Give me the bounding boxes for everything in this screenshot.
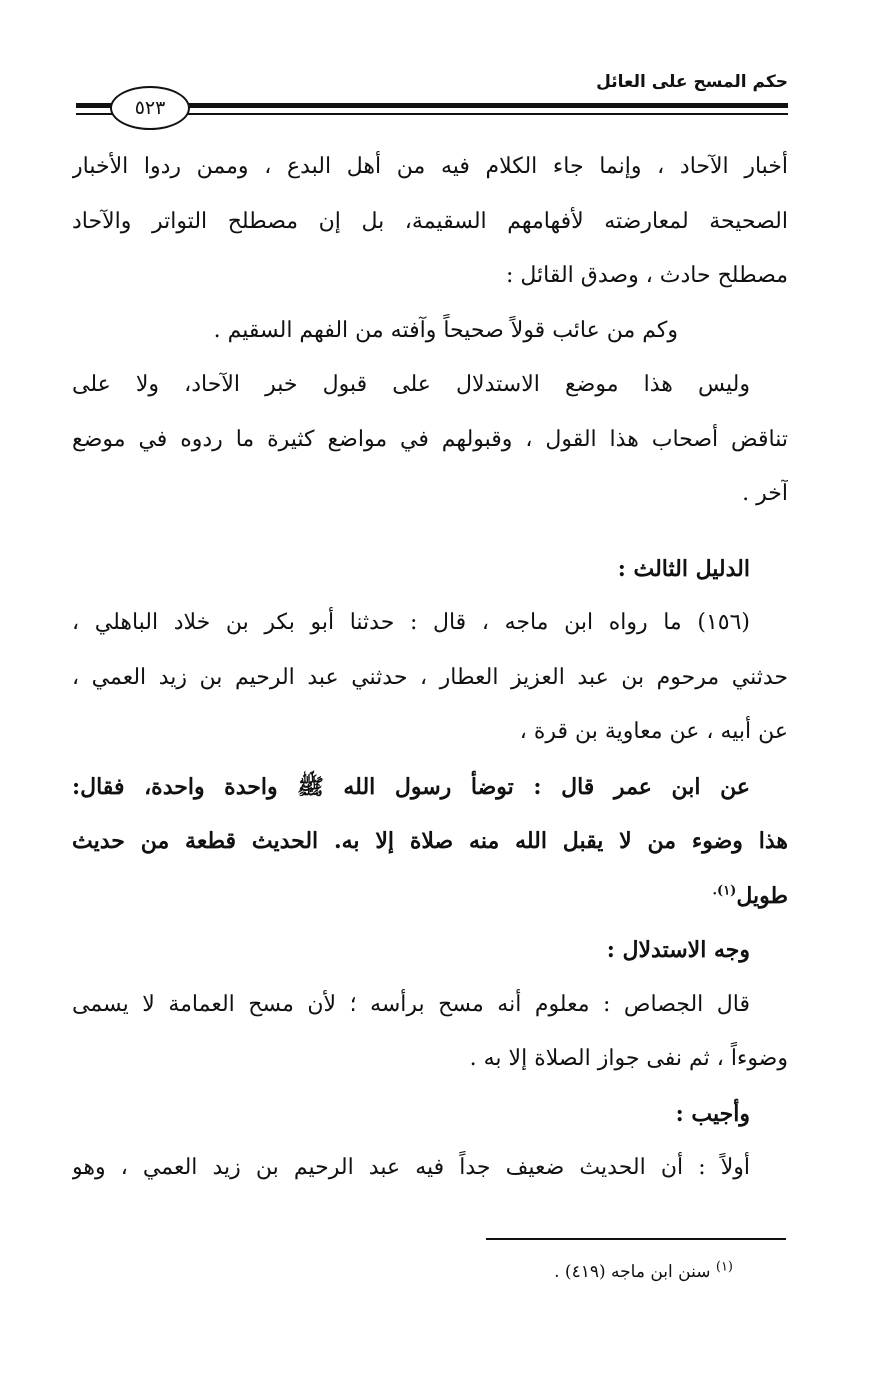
page-number: ٥٢٣ — [110, 86, 190, 130]
text-line: آخر . — [742, 481, 788, 506]
text-line: قال الجصاص : معلوم أنه مسح برأسه ؛ لأن مسح العمامة لا يسمى — [72, 991, 750, 1017]
footnote-rule — [486, 1238, 786, 1240]
hadith-text-end — [72, 869, 788, 924]
footnote-reference: (١). — [712, 883, 737, 899]
text-line: وليس هذا موضع الاستدلال على قبول خبر الآحاد، ولا على — [72, 372, 750, 397]
text-line: عن أبيه ، عن معاوية بن قرة ، — [519, 719, 788, 744]
header-rule-left-thin — [76, 113, 112, 115]
text-line: الصحيحة لمعارضته لأفهامهم السقيمة، بل إن مصطلح التواتر والآحاد — [72, 208, 788, 234]
header-rule-thick — [184, 103, 788, 108]
hadith-text: هذا وضوء من لا يقبل الله منه صلاة إلا به. الحديث قطعة من حديث — [72, 828, 788, 854]
text-line: مصطلح حادث ، وصدق القائل : — [505, 263, 788, 288]
running-title: حكم المسح على العائل — [596, 72, 788, 92]
text-line: وضوءاً ، ثم نفى جواز الصلاة إلا به . — [469, 1046, 788, 1071]
hadith-text: عن ابن عمر قال : توضأ رسول الله ﷺ واحدة واحدة، فقال: — [72, 773, 750, 800]
text-line: تناقض أصحاب هذا القول ، وقبولهم في مواضع كثيرة ما ردوه في موضع — [72, 426, 788, 452]
footnote-marker: (١) — [715, 1259, 733, 1275]
hadith-last-word: طويل — [736, 882, 788, 909]
text-line: حدثني مرحوم بن عبد العزيز العطار ، حدثني عبد الرحيم بن زيد العمي ، — [72, 664, 788, 690]
header-rule-left-thick — [76, 103, 112, 108]
body-text — [72, 140, 788, 1196]
footnote-text: سنن ابن ماجه (٤١٩) . — [554, 1262, 711, 1282]
header-rule-thin — [184, 113, 788, 115]
section-heading: وجه الاستدلال : — [606, 937, 750, 963]
text-line: أولاً : أن الحديث ضعيف جداً فيه عبد الرحيم بن زيد العمي ، وهو — [72, 1155, 750, 1180]
poem-verse: وكم من عائب قولاً صحيحاً وآفته من الفهم السقيم . — [213, 317, 678, 343]
page-header — [72, 60, 788, 130]
section-heading: وأجيب : — [675, 1100, 750, 1127]
footnote — [554, 1259, 733, 1282]
section-heading: الدليل الثالث : — [617, 555, 750, 582]
text-line: (١٥٦) ما رواه ابن ماجه ، قال : حدثنا أبو بكر بن خلاد الباهلي ، — [72, 610, 750, 635]
text-line: أخبار الآحاد ، وإنما جاء الكلام فيه من أهل البدع ، وممن ردوا الأخبار — [72, 154, 788, 179]
